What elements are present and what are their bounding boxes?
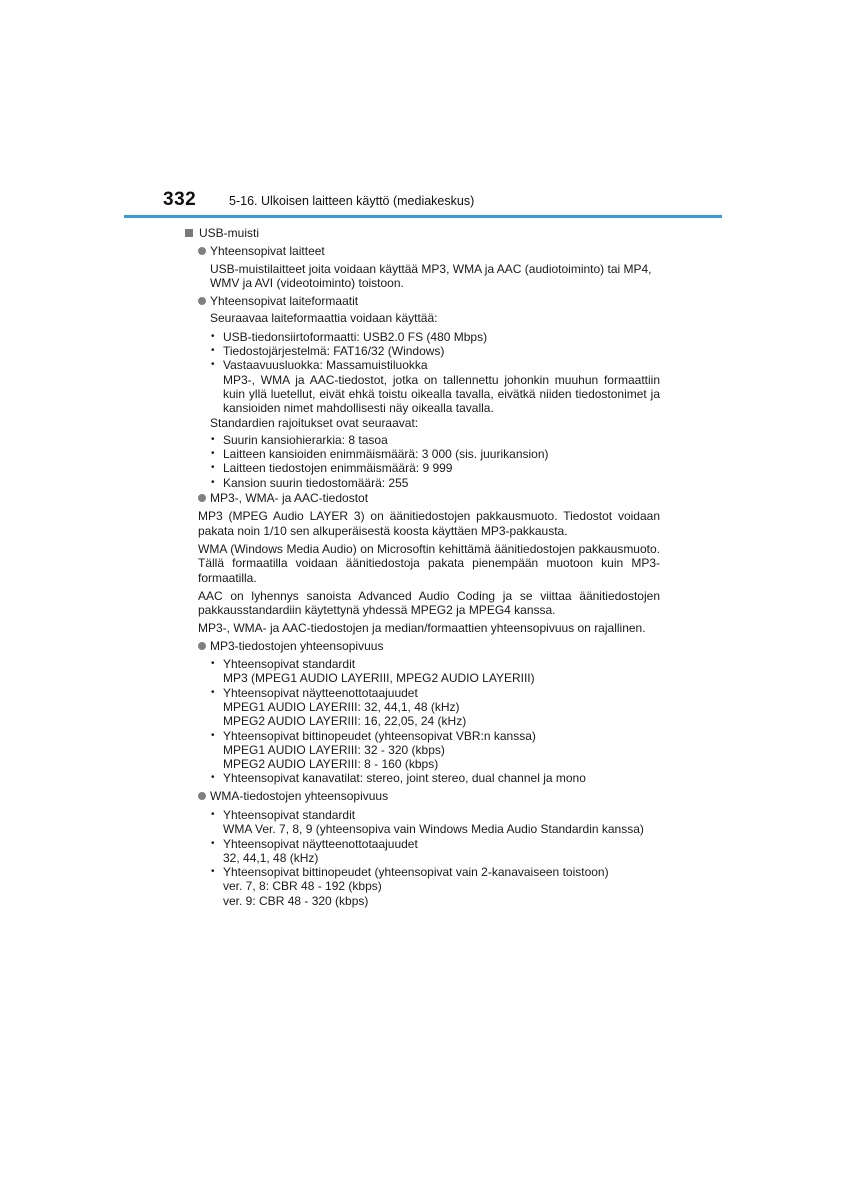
paragraph: MP3-, WMA- ja AAC-tiedostojen ja median/formaattien yhteensopivuus on rajallinen.: [198, 621, 646, 636]
list-item: [210, 771, 660, 785]
circle-bullet-icon: [198, 297, 206, 305]
circle-bullet-icon: [198, 792, 206, 800]
list-item-detail: MPEG2 AUDIO LAYERIII: 16, 22,05, 24 (kHz): [223, 714, 467, 729]
chapter-title: 5-16. Ulkoisen laitteen käyttö (mediakeskus): [229, 194, 475, 208]
list-item-text: • Yhteensopivat näytteenottotaajuudet: [223, 836, 418, 851]
bullet-list: [210, 657, 660, 786]
list-item-text: • Yhteensopivat näytteenottotaajuudet: [223, 685, 418, 700]
subsection-title: MP3-, WMA- ja AAC-tiedostot: [210, 491, 369, 506]
paragraph: MP3 (MPEG Audio LAYER 3) on äänitiedostojen pakkausmuoto. Tiedostot voidaan pakata noin 1/10 sen alkuperäisestä koosta käyttäen MP3-pakkausta.: [198, 509, 660, 538]
circle-bullet-icon: [198, 494, 206, 502]
subsection-heading: [185, 789, 660, 803]
bullet-list: [210, 330, 660, 416]
paragraph: Standardien rajoitukset ovat seuraavat:: [210, 415, 419, 430]
list-item: • Suurin kansiohierarkia: 8 tasoa: [210, 433, 660, 447]
subsection-heading: [185, 244, 660, 258]
list-item-detail: MPEG1 AUDIO LAYERIII: 32, 44,1, 48 (kHz): [223, 699, 460, 714]
list-item: • Laitteen kansioiden enimmäismäärä: 3 000 (sis. juurikansion): [210, 447, 660, 461]
header-rule: [124, 215, 722, 218]
circle-bullet-icon: [198, 642, 206, 650]
subsection-heading: [185, 639, 660, 653]
subsection-title: MP3-tiedostojen yhteensopivuus: [210, 638, 384, 653]
list-item: [210, 865, 660, 908]
page-header: [0, 0, 848, 230]
list-item-detail: ver. 9: CBR 48 - 320 (kbps): [223, 893, 369, 908]
list-item: • Tiedostojärjestelmä: FAT16/32 (Windows): [210, 344, 660, 358]
list-item-detail: 32, 44,1, 48 (kHz): [223, 850, 319, 865]
paragraph: AAC on lyhennys sanoista Advanced Audio Coding ja se viittaa äänitiedostojen pakkausstandardiin käytettynä yhdessä MPEG2 ja MPEG4 kanssa.: [198, 588, 660, 618]
subsection-heading: [185, 491, 660, 505]
list-item: [210, 686, 660, 729]
subsection-title: WMA-tiedostojen yhteensopivuus: [210, 788, 389, 803]
list-item-detail: MPEG1 AUDIO LAYERIII: 32 - 320 (kbps): [223, 742, 445, 757]
list-item-text: • Yhteensopivat bittinopeudet (yhteensopivat VBR:n kanssa): [223, 728, 536, 743]
section-heading: [185, 226, 660, 240]
list-item: • Kansion suurin tiedostomäärä: 255: [210, 476, 660, 490]
subsection-heading: [185, 294, 660, 308]
page-number: 332: [163, 189, 197, 210]
list-item-text: • Yhteensopivat kanavatilat: stereo, joint stereo, dual channel ja mono: [223, 771, 586, 786]
paragraph: Seuraavaa laiteformaattia voidaan käyttää:: [210, 311, 438, 326]
list-item-detail: MPEG2 AUDIO LAYERIII: 8 - 160 (kbps): [223, 757, 439, 772]
paragraph: USB-muistilaitteet joita voidaan käyttää MP3, WMA ja AAC (audiotoiminto) tai MP4, WMV ja AVI (videotoiminto) toistoon.: [210, 261, 652, 290]
list-item: • Laitteen tiedostojen enimmäismäärä: 9 999: [210, 461, 660, 475]
bullet-list: [210, 808, 660, 908]
circle-bullet-icon: [198, 247, 206, 255]
list-item-detail: WMA Ver. 7, 8, 9 (yhteensopiva vain Windows Media Audio Standardin kanssa): [223, 822, 644, 837]
list-item: [210, 837, 660, 866]
list-item-text: • Yhteensopivat standardit: [223, 807, 356, 822]
paragraph: WMA (Windows Media Audio) on Microsoftin kehittämä äänitiedostojen pakkausmuoto. Tällä formaatilla voidaan äänitiedostoja pakata pienempään muotoon kuin MP3-formaatilla.: [198, 541, 660, 585]
bullet-list: [210, 433, 660, 490]
list-item-detail: MP3 (MPEG1 AUDIO LAYERIII, MPEG2 AUDIO LAYERIII): [223, 671, 535, 686]
list-item: [210, 358, 660, 415]
section-title: USB-muisti: [199, 226, 260, 240]
list-item: [210, 808, 660, 837]
subsection-title: Yhteensopivat laiteformaatit: [210, 294, 359, 309]
list-item: • USB-tiedonsiirtoformaatti: USB2.0 FS (480 Mbps): [210, 330, 660, 344]
list-item-detail: ver. 7, 8: CBR 48 - 192 (kbps): [223, 879, 382, 894]
page-content: [185, 226, 660, 911]
square-bullet-icon: [185, 229, 193, 237]
list-item-text: • Yhteensopivat standardit: [223, 657, 356, 672]
list-item-note: MP3-, WMA ja AAC-tiedostot, jotka on tallennettu johonkin muuhun formaattiin kuin yllä luetellut, eivät ehkä toistu oikealla tavalla, eivätkä niiden tiedostonimet ja kansioiden nimet mahdollisesti näy oikealla tavalla.: [223, 372, 660, 416]
list-item: [210, 657, 660, 686]
list-item-text: • Vastaavuusluokka: Massamuistiluokka: [223, 358, 428, 373]
list-item: [210, 729, 660, 772]
list-item-text: • Yhteensopivat bittinopeudet (yhteensopivat vain 2-kanavaiseen toistoon): [223, 865, 609, 880]
subsection-title: Yhteensopivat laitteet: [210, 244, 325, 259]
